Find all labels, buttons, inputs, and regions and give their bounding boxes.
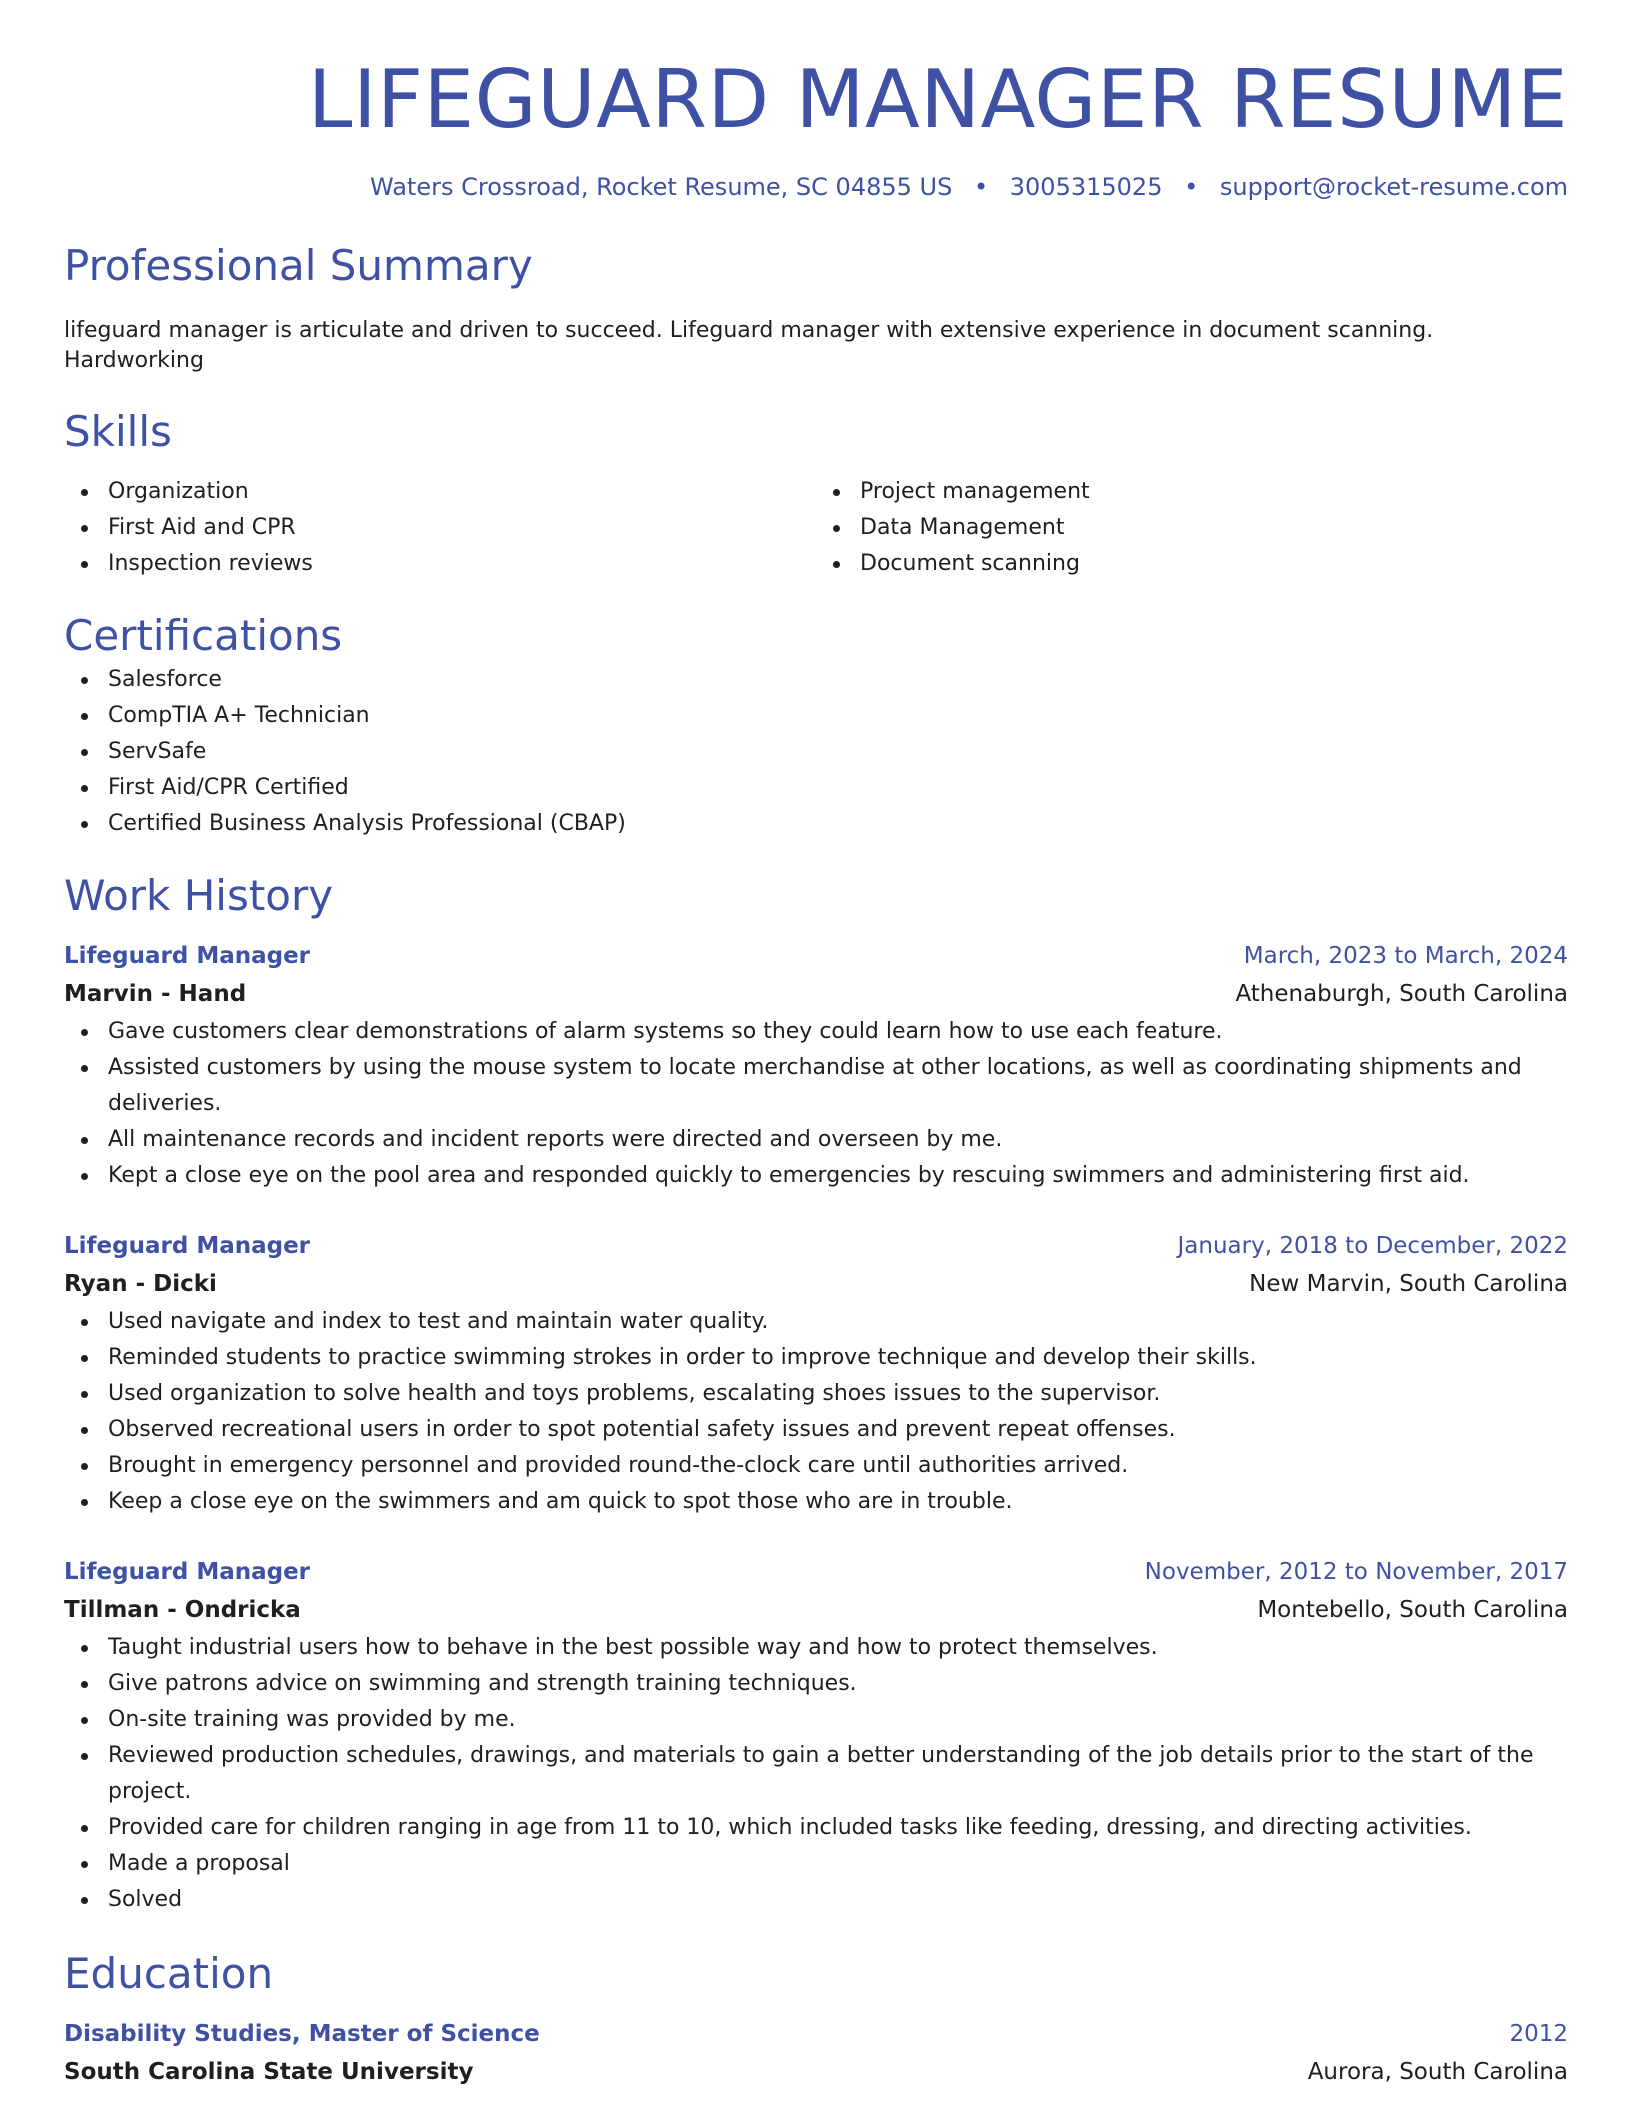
job-duties-list xyxy=(64,1630,1568,1918)
job-company-row xyxy=(64,974,1568,1014)
education-degree: Disability Studies, Master of Science xyxy=(64,2021,540,2047)
job-company-row xyxy=(64,1264,1568,1304)
job-duty: Kept a close eye on the pool area and responded quickly to emergencies by rescuing swimmers and administering first aid. xyxy=(64,1158,1568,1194)
education-location: Aurora, South Carolina xyxy=(1307,2059,1568,2085)
job-header-row xyxy=(64,938,1568,974)
contact-phone: 3005315025 xyxy=(1009,173,1163,201)
job-duty: Keep a close eye on the swimmers and am quick to spot those who are in trouble. xyxy=(64,1484,1568,1520)
resume-header xyxy=(64,52,1568,202)
job-header-row xyxy=(64,1554,1568,1590)
summary-heading: Professional Summary xyxy=(64,241,533,290)
summary-text: lifeguard manager is articulate and driven to succeed. Lifeguard manager with extensive experience in document scanning. Hardworking xyxy=(64,318,1434,373)
certification-item: ServSafe xyxy=(64,734,1568,770)
skill-item: Project management xyxy=(816,474,1568,510)
job-entry xyxy=(64,938,1568,1194)
job-duty: Gave customers clear demonstrations of alarm systems so they could learn how to use each feature. xyxy=(64,1014,1568,1050)
job-title: Lifeguard Manager xyxy=(64,1233,311,1259)
skills-list xyxy=(816,474,1568,582)
work-history-heading: Work History xyxy=(64,871,334,920)
skills-grid xyxy=(64,474,1568,582)
contact-line xyxy=(64,172,1568,202)
job-duty: Taught industrial users how to behave in the best possible way and how to protect themselves. xyxy=(64,1630,1568,1666)
job-location: Montebello, South Carolina xyxy=(1257,1597,1568,1623)
certification-item: First Aid/CPR Certified xyxy=(64,770,1568,806)
job-duty: Reviewed production schedules, drawings, and materials to gain a better understanding of the job details prior to the start of the project. xyxy=(64,1738,1568,1810)
education-school-row xyxy=(64,2052,1568,2092)
skills-section xyxy=(64,406,1568,582)
job-duty: Used organization to solve health and toys problems, escalating shoes issues to the supervisor. xyxy=(64,1376,1568,1412)
education-entry xyxy=(64,2016,1568,2092)
job-entry xyxy=(64,1554,1568,1918)
skill-item: Data Management xyxy=(816,510,1568,546)
job-duty: Brought in emergency personnel and provided round-the-clock care until authorities arrived. xyxy=(64,1448,1568,1484)
job-duty: On-site training was provided by me. xyxy=(64,1702,1568,1738)
job-duty: Made a proposal xyxy=(64,1846,1568,1882)
job-duty: Provided care for children ranging in age from 11 to 10, which included tasks like feeding, dressing, and directing activities. xyxy=(64,1810,1568,1846)
skill-item: First Aid and CPR xyxy=(64,510,816,546)
job-location: New Marvin, South Carolina xyxy=(1249,1271,1568,1297)
certification-item: CompTIA A+ Technician xyxy=(64,698,1568,734)
job-duty: All maintenance records and incident reports were directed and overseen by me. xyxy=(64,1122,1568,1158)
education-section xyxy=(64,1948,1568,2092)
job-duty: Reminded students to practice swimming strokes in order to improve technique and develop their skills. xyxy=(64,1340,1568,1376)
job-duty: Solved xyxy=(64,1882,1568,1918)
skill-item: Organization xyxy=(64,474,816,510)
job-title: Lifeguard Manager xyxy=(64,1559,311,1585)
certifications-list xyxy=(64,662,1568,842)
contact-address: Waters Crossroad, Rocket Resume, SC 04855 US xyxy=(370,173,953,201)
contact-separator: • xyxy=(973,173,989,201)
job-entry xyxy=(64,1228,1568,1520)
job-dates: November, 2012 to November, 2017 xyxy=(1144,1559,1568,1585)
education-school: South Carolina State University xyxy=(64,2059,474,2085)
job-duties-list xyxy=(64,1304,1568,1520)
job-title: Lifeguard Manager xyxy=(64,943,311,969)
skills-column-right xyxy=(816,474,1568,582)
skills-heading: Skills xyxy=(64,407,172,456)
job-duty: Observed recreational users in order to spot potential safety issues and prevent repeat offenses. xyxy=(64,1412,1568,1448)
job-duty: Assisted customers by using the mouse system to locate merchandise at other locations, as well as coordinating shipments and deliveries. xyxy=(64,1050,1568,1122)
contact-separator: • xyxy=(1184,173,1199,201)
skill-item: Document scanning xyxy=(816,546,1568,582)
education-header-row xyxy=(64,2016,1568,2052)
skills-column-left xyxy=(64,474,816,582)
job-company: Ryan - Dicki xyxy=(64,1271,217,1297)
certification-item: Salesforce xyxy=(64,662,1568,698)
work-history-section xyxy=(64,870,1568,1918)
certifications-heading: Certifications xyxy=(64,611,343,660)
job-duty: Used navigate and index to test and maintain water quality. xyxy=(64,1304,1568,1340)
job-company: Tillman - Ondricka xyxy=(64,1597,301,1623)
summary-section xyxy=(64,240,1568,376)
education-year: 2012 xyxy=(1509,2021,1568,2047)
job-dates: March, 2023 to March, 2024 xyxy=(1243,943,1568,969)
job-duty: Give patrons advice on swimming and strength training techniques. xyxy=(64,1666,1568,1702)
resume-title: LIFEGUARD MANAGER RESUME xyxy=(307,53,1568,146)
certification-item: Certified Business Analysis Professional (CBAP) xyxy=(64,806,1568,842)
skill-item: Inspection reviews xyxy=(64,546,816,582)
skills-list xyxy=(64,474,816,582)
job-company-row xyxy=(64,1590,1568,1630)
job-header-row xyxy=(64,1228,1568,1264)
job-company: Marvin - Hand xyxy=(64,981,247,1007)
education-heading: Education xyxy=(64,1949,274,1998)
certifications-section xyxy=(64,610,1568,842)
contact-email: support@rocket-resume.com xyxy=(1219,173,1568,201)
job-location: Athenaburgh, South Carolina xyxy=(1235,981,1568,1007)
job-duties-list xyxy=(64,1014,1568,1194)
job-dates: January, 2018 to December, 2022 xyxy=(1177,1233,1568,1259)
